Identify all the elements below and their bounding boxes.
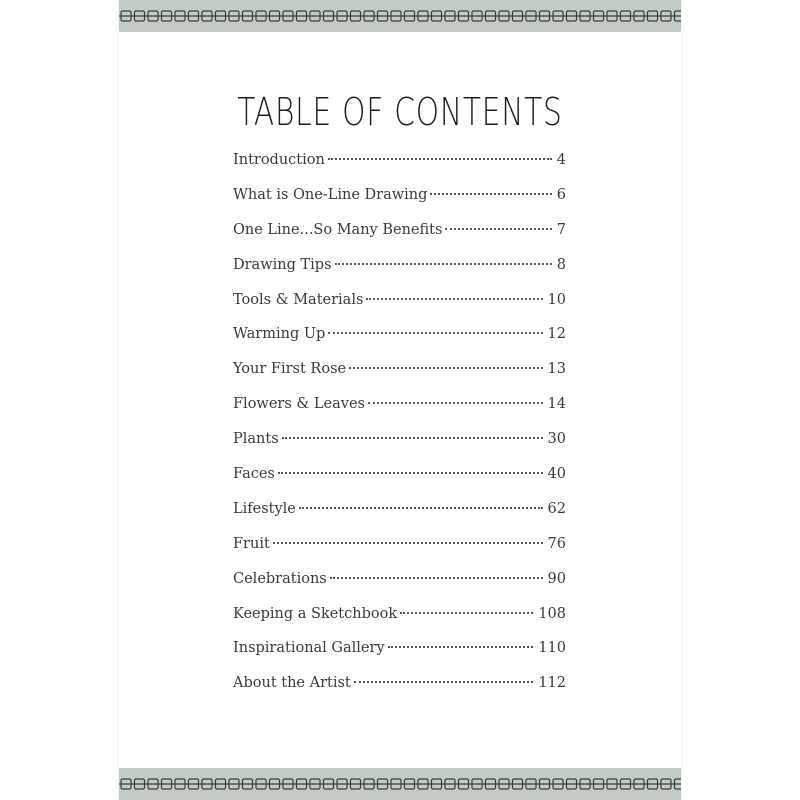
toc-entry-label: Drawing Tips [233, 256, 332, 273]
toc-dot-leader [278, 472, 543, 474]
toc-dot-leader [328, 332, 542, 334]
toc-entry [233, 640, 566, 675]
toc-entry-page-number: 30 [547, 431, 566, 448]
toc-entry-label: Celebrations [233, 570, 327, 587]
toc-dot-leader [400, 612, 533, 614]
toc-entry-page-number: 6 [556, 186, 566, 203]
toc-entry-page-number: 108 [538, 605, 566, 622]
toc-entry [233, 152, 566, 187]
toc-entry [233, 222, 566, 257]
toc-entry [233, 466, 566, 501]
toc-dot-leader [354, 681, 534, 683]
book-page [119, 0, 681, 800]
toc-dot-leader [388, 646, 534, 648]
toc-entry-label: Fruit [233, 535, 270, 552]
toc-entry [233, 396, 566, 431]
toc-entry [233, 606, 566, 641]
toc-entry-label: Introduction [233, 152, 325, 168]
toc-entry-page-number: 14 [547, 396, 566, 413]
toc-entry [233, 361, 566, 396]
toc-entry-label: Your First Rose [233, 361, 347, 378]
toc-entry-label: Keeping a Sketchbook [233, 605, 398, 622]
toc-entry-page-number: 12 [547, 326, 566, 343]
toc-entry [233, 187, 566, 222]
toc-entry [233, 326, 566, 361]
toc-entry-label: Tools & Materials [233, 291, 364, 308]
toc-dot-leader [282, 437, 543, 439]
toc-entry-page-number: 110 [538, 640, 566, 657]
toc-entry-page-number: 8 [556, 256, 566, 273]
toc-entry [233, 675, 566, 710]
toc-entry [233, 501, 566, 536]
toc-entry-label: Plants [233, 431, 279, 448]
toc-dot-leader [335, 263, 552, 265]
toc-dot-leader [366, 298, 542, 300]
bottom-decorative-band [119, 768, 681, 800]
toc-entry [233, 257, 566, 292]
toc-entry [233, 571, 566, 606]
top-square-chain-pattern [119, 0, 681, 32]
toc-entry-page-number: 10 [547, 291, 566, 308]
toc-dot-leader [445, 228, 551, 230]
toc-dot-leader [330, 577, 543, 579]
toc-entry-label: Inspirational Gallery [233, 640, 385, 657]
toc-dot-leader [368, 402, 543, 404]
toc-entry [233, 431, 566, 466]
toc-entry-label: Faces [233, 466, 275, 483]
toc-entry [233, 536, 566, 571]
toc-entry-label: Warming Up [233, 326, 326, 343]
toc-entry-label: One Line...So Many Benefits [233, 221, 443, 238]
toc-entry-page-number: 40 [547, 466, 566, 483]
toc-entry-page-number: 76 [547, 535, 566, 552]
toc-entry [233, 292, 566, 327]
toc-entry-page-number: 112 [538, 675, 566, 692]
toc-dot-leader [299, 507, 543, 509]
toc-entry-label: What is One-Line Drawing [233, 186, 428, 203]
toc-entry-page-number: 4 [556, 152, 566, 168]
table-of-contents-list [233, 152, 566, 710]
bottom-square-chain-pattern [119, 768, 681, 800]
toc-entry-label: About the Artist [233, 675, 351, 692]
toc-entry-label: Flowers & Leaves [233, 396, 365, 413]
toc-entry-label: Lifestyle [233, 500, 296, 517]
toc-dot-leader [328, 158, 552, 160]
toc-entry-page-number: 7 [556, 221, 566, 238]
toc-entry-page-number: 13 [547, 361, 566, 378]
toc-entry-page-number: 90 [547, 570, 566, 587]
toc-entry-page-number: 62 [547, 500, 566, 517]
page-title: TABLE OF CONTENTS [237, 90, 563, 134]
toc-dot-leader [430, 193, 551, 195]
top-decorative-band [119, 0, 681, 32]
toc-dot-leader [349, 367, 542, 369]
toc-dot-leader [273, 542, 543, 544]
